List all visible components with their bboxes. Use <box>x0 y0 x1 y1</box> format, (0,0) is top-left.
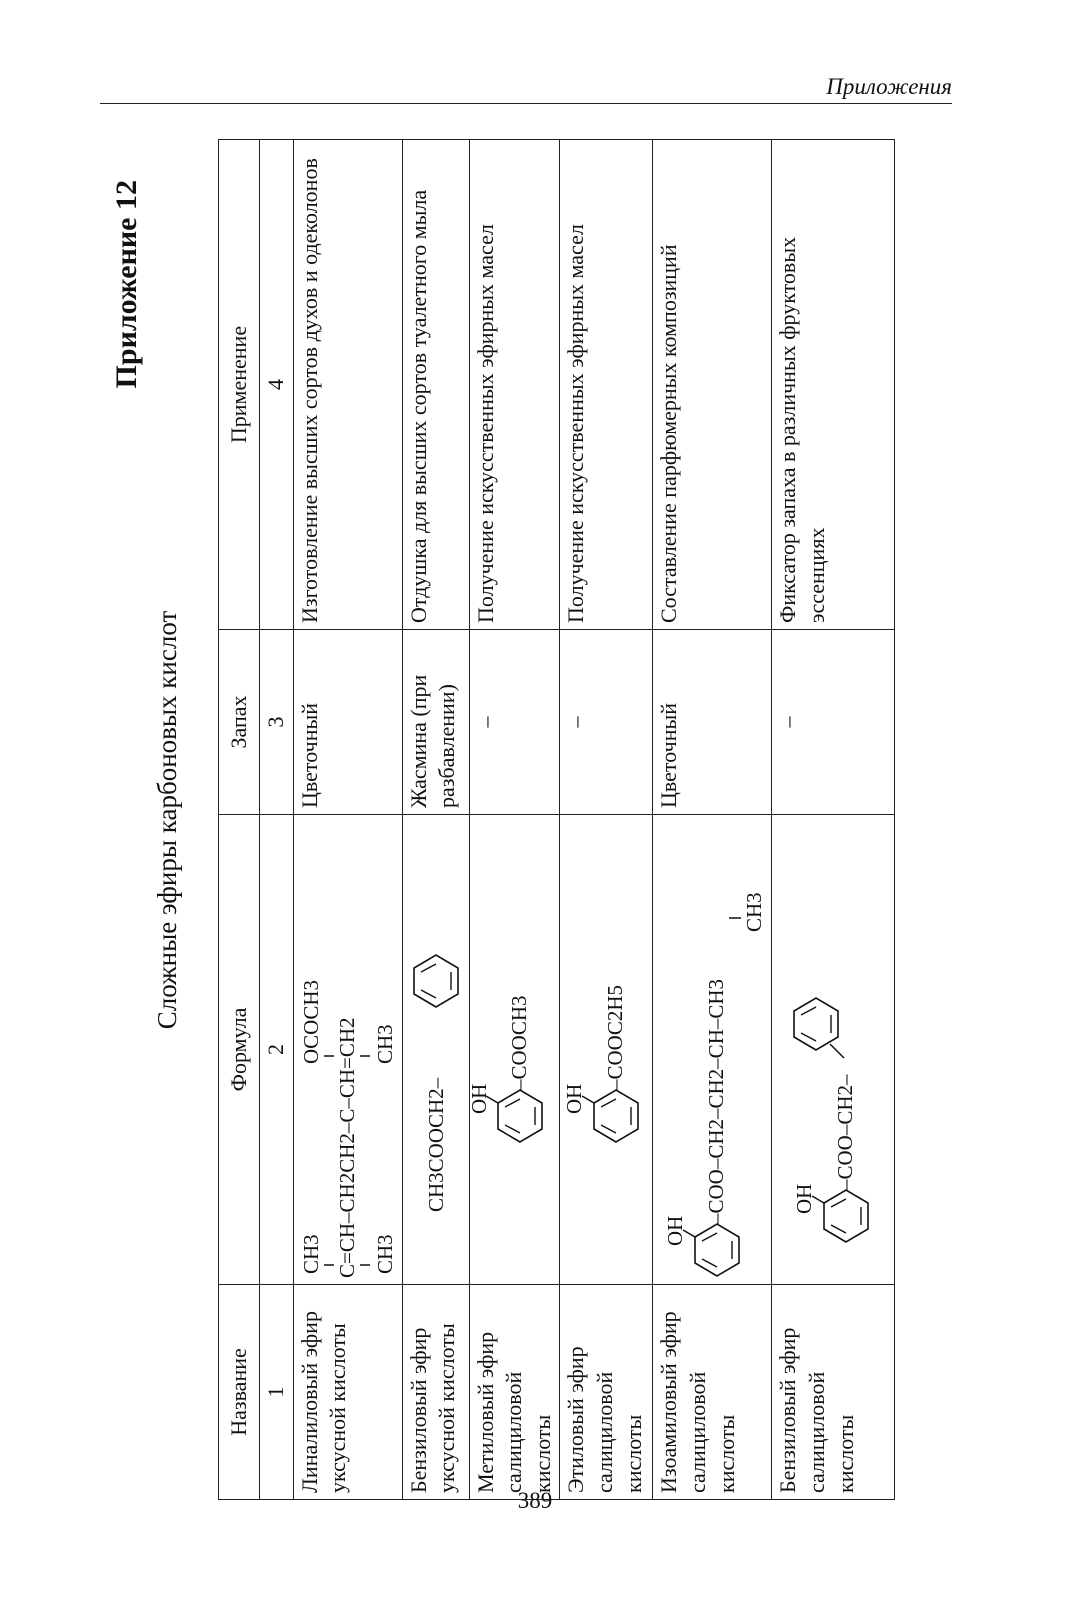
benzene-ring-icon <box>824 1190 868 1242</box>
use-value: Изготовление высших сортов духов и одеколонов <box>293 140 402 630</box>
structural-formula <box>653 815 772 1285</box>
formula-label: OH <box>792 1183 817 1214</box>
table-row <box>469 140 560 1500</box>
compound-name: Бензиловый эфир уксусной кислоты <box>402 1285 469 1500</box>
esters-table <box>218 139 895 1500</box>
benzene-ring-icon <box>794 998 838 1050</box>
use-value: Получение искусственных эфирных масел <box>560 140 653 630</box>
formula-label: –COOCH3 <box>506 995 531 1090</box>
smell-value: – <box>560 630 653 815</box>
table-row <box>402 140 469 1500</box>
formula-label: –COOC2H5 <box>603 984 628 1090</box>
column-number-row <box>260 140 294 1500</box>
formula-label: OH <box>466 1083 491 1114</box>
formula-label: OH <box>663 1215 688 1246</box>
use-value: Получение искусственных эфирных масел <box>469 140 560 630</box>
header-rule <box>100 103 952 104</box>
column-header-use: Применение <box>219 140 260 630</box>
formula-label: CH3 <box>298 1234 323 1274</box>
compound-name: Этиловый эфир салициловой кислоты <box>560 1285 653 1500</box>
column-header-smell: Запах <box>219 630 260 815</box>
table-row <box>293 140 402 1500</box>
column-number: 1 <box>260 1285 294 1500</box>
benzene-ring-icon <box>498 1090 542 1142</box>
compound-name: Изоамиловый эфир салициловой кислоты <box>653 1285 772 1500</box>
structural-formula <box>772 815 895 1285</box>
compound-name: Метиловый эфир салициловой кислоты <box>469 1285 560 1500</box>
page-number: 389 <box>517 1488 553 1513</box>
formula-label: –COO–CH2– <box>833 1074 858 1190</box>
rotated-page-content <box>110 140 960 1500</box>
column-number: 3 <box>260 630 294 815</box>
structural-formula <box>466 815 560 1285</box>
table-row <box>653 140 772 1500</box>
use-value: Составление парфюмерных композиций <box>653 140 772 630</box>
formula-label: CH3 <box>372 1024 397 1064</box>
use-value: Отдушка для высших сортов туалетного мыла <box>402 140 469 630</box>
isoamyl-salicylate-formula <box>655 818 769 1282</box>
column-header-formula: Формула <box>219 815 260 1285</box>
formula-label: CH3 <box>742 892 767 932</box>
formula-label: –COO–CH2–CH2–CH–CH3 <box>704 978 729 1224</box>
benzyl-salicylate-formula <box>774 818 892 1282</box>
formula-label: CH3COOCH2– <box>423 1077 448 1212</box>
benzene-ring-icon <box>695 1224 739 1276</box>
table-caption: Сложные эфиры карбоновых кислот <box>152 610 182 1030</box>
ethyl-salicylate-formula <box>562 818 650 1282</box>
smell-value: – <box>772 630 895 815</box>
structural-formula <box>293 815 402 1285</box>
smell-value: – <box>469 630 560 815</box>
formula-label: CH3 <box>372 1234 397 1274</box>
structural-formula <box>560 815 653 1285</box>
structural-formula <box>402 815 469 1285</box>
header-row <box>219 140 260 1500</box>
running-head: Приложения <box>826 74 952 99</box>
benzene-ring-icon <box>594 1090 638 1142</box>
table-row <box>560 140 653 1500</box>
compound-name: Бензиловый эфир салициловой кислоты <box>772 1285 895 1500</box>
column-number: 2 <box>260 815 294 1285</box>
formula-label: OCOCH3 <box>298 979 323 1064</box>
smell-value: Цветочный <box>293 630 402 815</box>
use-value: Фиксатор запаха в различных фруктовых эссенциях <box>772 140 895 630</box>
compound-name: Линалиловый эфир уксусной кислоты <box>293 1285 402 1500</box>
smell-value: Цветочный <box>653 630 772 815</box>
linalyl-acetate-formula <box>296 818 400 1282</box>
column-header-name: Название <box>219 1285 260 1500</box>
formula-label: OH <box>562 1083 587 1114</box>
formula-label: C=CH–CH2CH2–C–CH=CH2 <box>334 1017 359 1278</box>
benzyl-acetate-formula <box>405 818 467 1282</box>
smell-value: Жасмина (при разбавлении) <box>402 630 469 815</box>
column-number: 4 <box>260 140 294 630</box>
table-row <box>772 140 895 1500</box>
methyl-salicylate-formula <box>466 818 552 1282</box>
appendix-title: Приложение 12 <box>110 180 143 389</box>
benzene-ring-icon <box>414 955 458 1007</box>
